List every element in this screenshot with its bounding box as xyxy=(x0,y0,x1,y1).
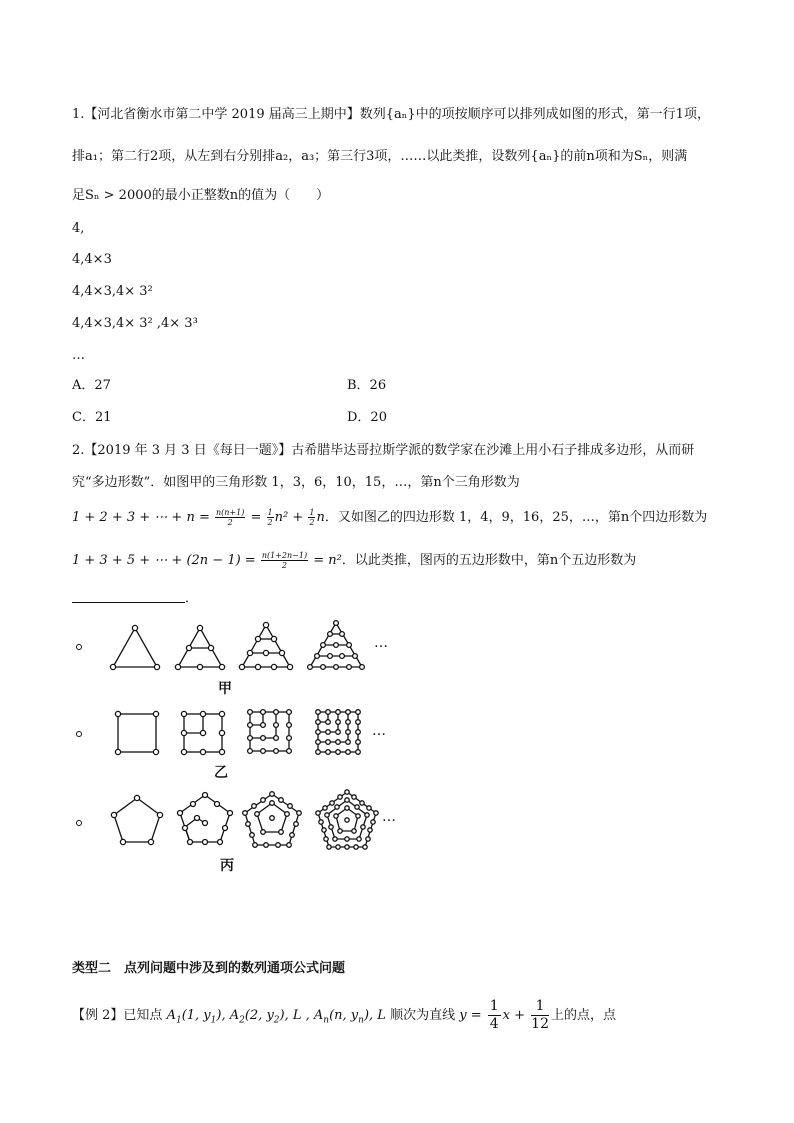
example-2 xyxy=(72,998,616,1033)
q2-line3: 1 + 2 + 3 + ⋯ + n = $\frac{n(n+1)}{2}$ = $\frac{1}{2}$ n² + $\frac{1}{2}$ n．又如图乙的四边形数 1，4，9，16，25，…，第n个四边形数为 xyxy=(72,508,708,527)
q1-row-4: 4,4×3,4× 3² ,4× 3³ xyxy=(72,316,198,331)
q1-option-b: B．26 xyxy=(347,378,387,393)
bullet-row-1 xyxy=(76,644,82,650)
ellipsis-row-2: … xyxy=(372,723,386,739)
q1-row-2: 4,4×3 xyxy=(72,252,112,267)
square-number-2 xyxy=(181,711,224,754)
triangle-number-4 xyxy=(308,621,365,670)
triangle-number-1 xyxy=(110,625,159,669)
square-number-1 xyxy=(115,711,158,754)
q1-option-c: C．21 xyxy=(72,410,112,425)
square-number-formula: 1 + 3 + 5 + ⋯ + (2n − 1) = $\frac{n(1+2n-1)}{2}$ = n² xyxy=(72,551,342,570)
figure-label-jia: 甲 xyxy=(218,681,232,697)
q1-row-1: 4, xyxy=(72,221,85,236)
example-text-c: 上的点，点 xyxy=(551,1008,617,1023)
triangle-number-3 xyxy=(239,622,292,669)
triangle-number-formula: 1 + 2 + 3 + ⋯ + n = $\frac{n(n+1)}{2}$ = $\frac{1}{2}$ n² + $\frac{1}{2}$ n xyxy=(72,508,325,527)
ellipsis-row-3: … xyxy=(382,809,396,825)
q2-line4: 1 + 3 + 5 + ⋯ + (2n − 1) = $\frac{n(1+2n-1)}{2}$ = n²．以此类推，图丙的五边形数中，第n个五边形数为 xyxy=(72,551,637,570)
square-number-3 xyxy=(248,710,292,754)
q1-line2: 排a₁；第二行2项，从左到右分别排a₂，a₃；第三行3项，……以此类推，设数列{aₙ}的前n项和为Sₙ，则满 xyxy=(72,149,688,164)
q2-line2: 究“多边形数”．如图甲的三角形数 1，3，6，10，15，…，第n个三角形数为 xyxy=(72,475,520,490)
example-text-b: 顺次为直线 xyxy=(390,1008,456,1023)
bullet-row-2 xyxy=(76,731,82,737)
pentagon-number-2 xyxy=(178,793,233,845)
bullet-row-3 xyxy=(76,820,82,826)
triangle-number-2 xyxy=(175,625,224,669)
example-label: 【例 2】 xyxy=(72,1008,124,1023)
q1-line1: 1.【河北省衡水市第二中学 2019 届高三上期中】数列{aₙ}中的项按顺序可以排列成如图的形式，第一行1项， xyxy=(72,107,710,122)
q1-row-5: … xyxy=(72,348,85,363)
square-number-4 xyxy=(316,710,361,755)
q1-option-d: D．20 xyxy=(347,410,387,425)
section-heading-type2: 类型二 点列问题中涉及到的数列通项公式问题 xyxy=(72,961,346,976)
q1-line3: 足Sₙ > 2000的最小正整数n的值为（ ） xyxy=(72,188,330,203)
pentagon-number-4 xyxy=(316,790,378,849)
line-equation: y = $\frac{1}{4}$ x + $\frac{1}{12}$ xyxy=(459,998,549,1032)
q2-line5: ． xyxy=(185,591,199,606)
point-sequence: $A_1(1$, $y_1$), $A_2(2$, $y_2$), L , $A_n(n$, $y_n$), L xyxy=(166,1008,386,1026)
example-text-a: 已知点 xyxy=(123,1008,163,1023)
q1-option-a: A．27 xyxy=(72,378,111,393)
q1-row-3: 4,4×3,4× 3² xyxy=(72,284,153,299)
figure-label-bing: 丙 xyxy=(220,858,234,874)
pentagon-number-3 xyxy=(243,792,302,848)
q2-line1: 2.【2019 年 3 月 3 日《每日一题》】古希腊毕达哥拉斯学派的数学家在沙滩上用小石子排成多边形，从而研 xyxy=(72,443,695,458)
ellipsis-row-1: … xyxy=(374,635,388,651)
figure-label-yi: 乙 xyxy=(214,765,228,781)
pentagon-number-1 xyxy=(111,795,162,844)
answer-blank xyxy=(72,601,185,603)
